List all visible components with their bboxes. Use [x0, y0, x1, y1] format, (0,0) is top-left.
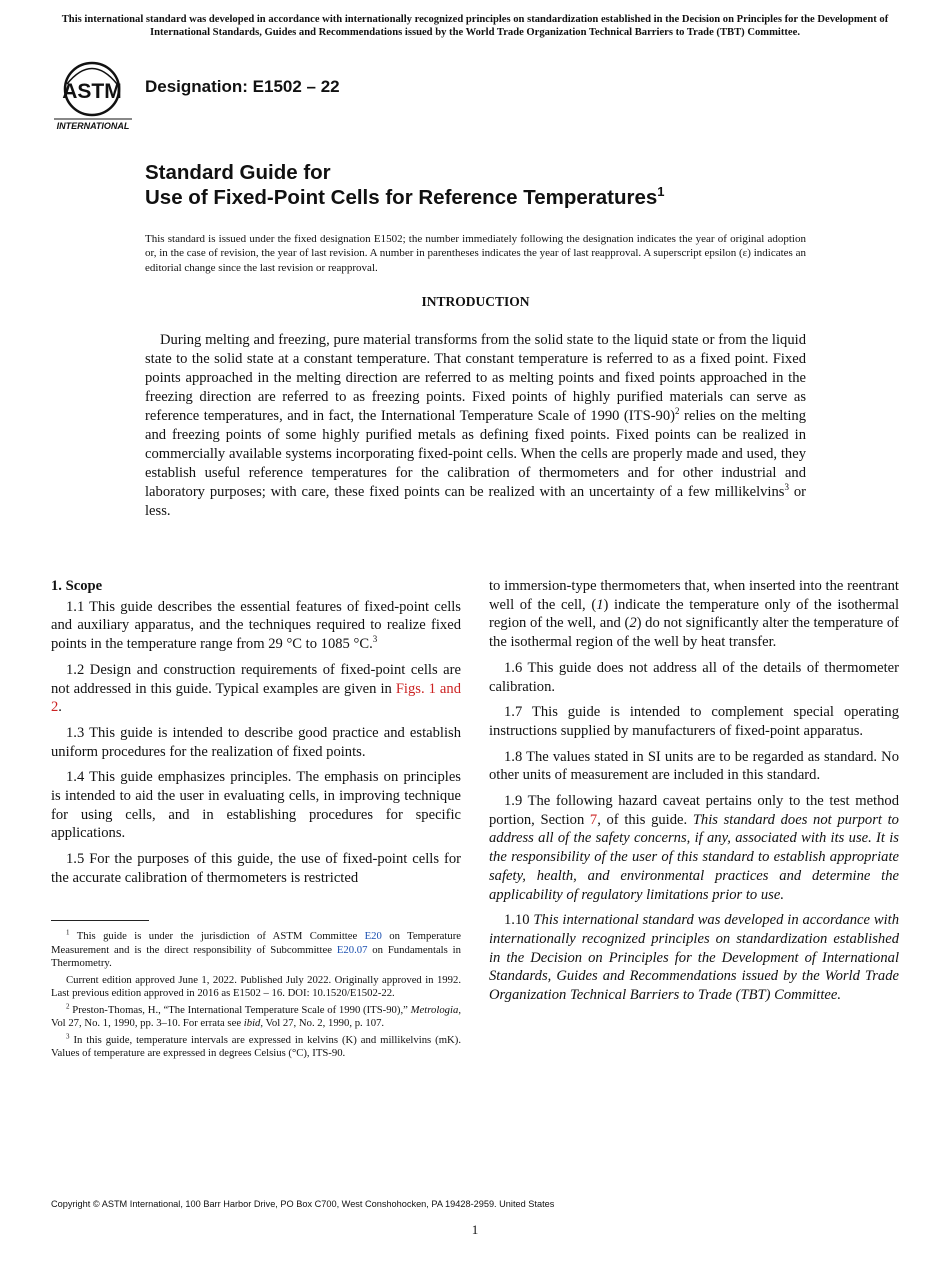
para-1-1-footnote: 3: [372, 634, 378, 645]
left-column: [51, 577, 461, 895]
para-1-2-text: 1.2 Design and construction requirements of fixed-point cells are not addressed in this guide. Typical examples are given in: [51, 661, 461, 697]
footnote-1: [51, 930, 461, 971]
para-1-5-text-c: ) indicate the temperature only of the isothermal region of the well, and (: [489, 596, 899, 632]
para-1-3: 1.3 This guide is intended to describe good practice and establish uniform procedures for the realization of fixed points.: [51, 724, 461, 760]
title-line-2-text: Use of Fixed-Point Cells for Reference Temperatures: [145, 186, 658, 209]
footnote-1-text-b: on Temperature Measurement and is the direct responsibility of Subcommittee: [51, 930, 461, 956]
para-1-5-start: 1.5 For the purposes of this guide, the use of fixed-point cells for the accurate calibration of thermometers is restricted: [51, 851, 461, 886]
para-1-10: [489, 911, 899, 1005]
footnote-2-text-a: Preston-Thomas, H., “The International Temperature Scale of 1990 (ITS-90),”: [69, 1003, 411, 1016]
para-1-2-end: .: [58, 699, 62, 716]
para-1-10-text: This international standard was developed in accordance with internationally recognized principles on standardization established in the Decision on Principles for the Development of International Standards, Guides and Recommendations issued by the World Trade Organization Technical Barriers to Trade (TBT) Committee.: [489, 912, 900, 1004]
title-footnote-mark: 1: [657, 184, 665, 200]
designation: Designation: E1502 – 22: [145, 77, 340, 96]
footnote-1-text-c: on Fundamentals in Thermometry.: [51, 943, 461, 969]
copyright: Copyright © ASTM International, 100 Barr Harbor Drive, PO Box C700, West Conshohocken, PA 19428-2959. United States: [51, 1199, 555, 1209]
top-notice: This international standard was developed in accordance with internationally recognized principles on standardization established in the Decision on Principles for the Development of International Standards, Guides and Recommendations issued by the World Trade Organization Technical Barriers to Trade (TBT) Committee.: [61, 14, 889, 38]
intro-part-1: During melting and freezing, pure material transforms from the solid state to the liquid state or from the liquid state to the solid state at a constant temperature. That constant temperature is referred to as a fixed point. Fixed points approached in the melting direction are referred to as melting points and fixed points approached in the freezing direction are referred to as freezing points. Fixed points of highly purified materials can serve as reference temperatures, and in fact, the International Temperature Scale of 1990 (ITS-90): [145, 332, 806, 424]
introduction-heading: INTRODUCTION: [421, 294, 530, 309]
para-1-10-number: 1.10: [504, 912, 534, 929]
figs-link[interactable]: Figs. 1 and 2: [51, 680, 461, 716]
intro-footnote-2: 2: [675, 406, 680, 417]
intro-footnote-3: 3: [784, 482, 789, 493]
intro-part-2: relies on the melting and freezing points of some highly purified metals as defining fixed points. Fixed points can be realized in commercially available systems incorporating fixed-point cells. When the cells are properly made and used, they establish useful reference temperatures for the calibration of thermometers and for other industrial and laboratory purposes; with care, these fixed points can be realized with an uncertainty of a few millikelvins: [145, 408, 806, 500]
title-line-1: Standard Guide for: [145, 161, 331, 184]
para-1-9-caveat: This standard does not purport to address all of the safety concerns, if any, associated with its use. It is the responsibility of the user of this standard to establish appropriate safety, health, and environmental practices and determine the applicability of regulatory limitations prior to use.: [489, 811, 899, 903]
footnote-1-edition: Current edition approved June 1, 2022. Published July 2022. Originally approved in 1992. Last previous edition approved in 2016 as E1502 – 16. DOI: 10.1520/E1502-22.: [51, 973, 461, 999]
title-line-2: [145, 185, 665, 210]
para-1-5-continued: [489, 577, 899, 652]
astm-logo: [52, 57, 134, 131]
para-1-6: 1.6 This guide does not address all of the details of thermometer calibration.: [489, 659, 899, 695]
footnote-1-mark: 1: [66, 928, 70, 937]
page-number: 1: [471, 1222, 479, 1237]
footnote-rule: [51, 920, 149, 921]
para-1-1-text: 1.1 This guide describes the essential features of fixed-point cells and auxiliary apparatus, and the techniques required to realize fixed points in the temperature range from 29 °C to 1085 °C.: [51, 598, 461, 653]
footnote-2-journal: Metrologia: [410, 1003, 459, 1016]
para-1-5-text-d: ) do not significantly alter the temperature of the isothermal region of the well by heat transfer.: [489, 615, 899, 651]
para-1-5-item-2: 2: [629, 615, 637, 632]
page-title: [145, 160, 665, 210]
footnote-2-ibid: ibid: [243, 1017, 261, 1029]
section-7-link[interactable]: 7: [589, 811, 598, 828]
para-1-2: [51, 661, 461, 717]
footnote-2-text-b: , Vol 27, No. 1, 1990, pp. 3–10. For errata see: [51, 1003, 461, 1029]
footnote-2: [51, 1001, 461, 1031]
issued-note: This standard is issued under the fixed designation E1502; the number immediately following the designation indicates the year of original adoption or, in the case of revision, the year of last revision. A number in parentheses indicates the year of last reapproval. A superscript epsilon (ε) indicates an editorial change since the last revision or reapproval.: [145, 233, 806, 274]
para-1-9-text-b: , of this guide.: [597, 811, 693, 828]
intro-part-3: or less.: [145, 484, 806, 519]
footnote-1-text-a: This guide is under the jurisdiction of ASTM Committee: [69, 930, 365, 942]
para-1-8: 1.8 The values stated in SI units are to be regarded as standard. No other units of measurement are included in this standard.: [489, 748, 899, 784]
para-1-7: 1.7 This guide is intended to complement special operating instructions supplied by manufacturers of fixed-point apparatus.: [489, 704, 899, 739]
para-1-5-text-b: to immersion-type thermometers that, when inserted into the reentrant well of the cell, (: [489, 578, 899, 613]
footnote-3-mark: 3: [66, 1031, 70, 1040]
para-1-5-item-1: 1: [596, 596, 604, 613]
para-1-9-text-a: 1.9 The following hazard caveat pertains only to the test method portion, Section: [489, 793, 899, 828]
introduction-body: [145, 331, 806, 521]
footnote-3-text: In this guide, temperature intervals are expressed in kelvins (K) and millikelvins (mK). Values of temperature are expressed in degrees Celsius (°C), ITS-90.: [51, 1033, 461, 1059]
subcommittee-e20-07-link[interactable]: E20.07: [336, 943, 368, 956]
logo-bottom-text: INTERNATIONAL: [56, 121, 130, 131]
footnotes: [51, 930, 461, 1064]
para-1-9: [489, 792, 899, 904]
footnote-2-mark: 2: [66, 1001, 70, 1010]
para-1-4: 1.4 This guide emphasizes principles. The emphasis on principles is intended to aid the user in evaluating cells, in improving technique for using cells, and in establishing procedures for specific applications.: [51, 769, 461, 842]
footnote-3: [51, 1031, 461, 1061]
logo-top-text: ASTM: [62, 80, 122, 103]
para-1-1: [51, 598, 461, 654]
right-column: [489, 577, 899, 1012]
scope-heading: 1. Scope: [51, 578, 103, 594]
footnote-2-text-c: , Vol 27, No. 2, 1990, p. 107.: [260, 1017, 385, 1029]
committee-e20-link[interactable]: E20: [364, 930, 382, 942]
